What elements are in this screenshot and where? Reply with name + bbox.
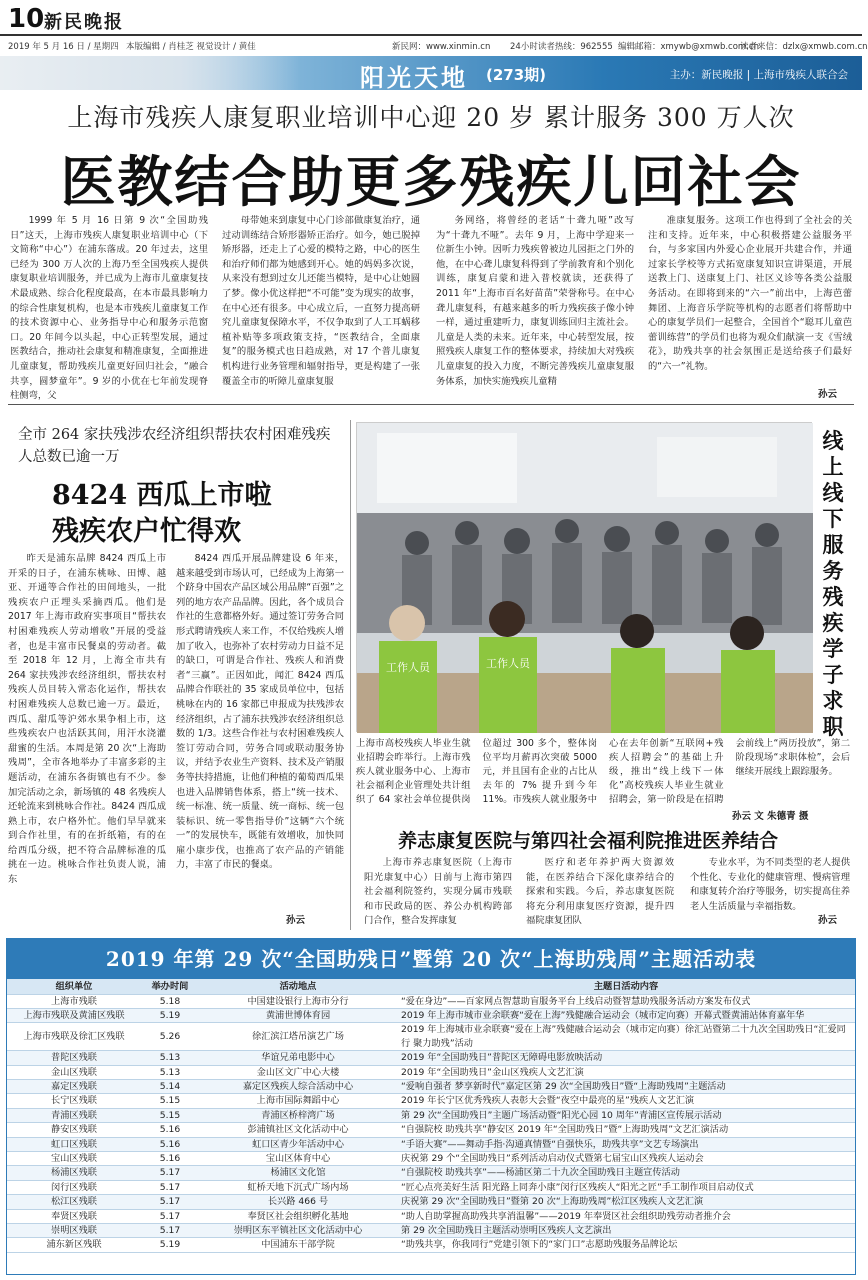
column-banner — [0, 56, 862, 90]
column-divider — [350, 420, 351, 930]
masthead — [0, 0, 862, 40]
row-venue: 长兴路 466 号 — [199, 1195, 397, 1209]
row-content: “助人自助掌握高助残共享消温馨”——2019 年奉贤区社会组织助残劳动者推介会 — [397, 1209, 855, 1223]
row-venue: 虹口区青少年活动中心 — [199, 1137, 397, 1151]
header-content: 主题日活动内容 — [397, 979, 855, 994]
watermelon-kicker: 全市 264 家扶残涉农经济组织帮扶农村困难残疾人总数已逾一万 — [18, 427, 331, 465]
table-row — [7, 994, 855, 1008]
row-content: “助残共享，你我同行”党建引领下的“家门口”志愿助残服务品牌论坛 — [397, 1238, 855, 1252]
table-header-row — [7, 979, 855, 994]
row-content: “自强院校 助残共享”静安区 2019 年“全国助残日”暨“上海助残周”文艺汇演活动 — [397, 1123, 855, 1137]
row-venue: 金山区文广中心大楼 — [199, 1065, 397, 1079]
row-content: 第 29 次“全国助残日”主题广场活动暨“阳光心园 10 周年”青浦区宣传展示活动 — [397, 1108, 855, 1122]
row-org: 金山区残联 — [7, 1065, 141, 1079]
row-org: 嘉定区残联 — [7, 1079, 141, 1093]
watermelon-headline — [52, 478, 352, 550]
job-fair-photo — [356, 422, 812, 732]
event-table-box — [6, 938, 856, 1275]
header-org: 组织单位 — [7, 979, 141, 994]
table-row — [7, 1180, 855, 1194]
eldercare-column-2: 医疗和老年养护两大资源效能，在医养结合下深化康养结合的探索和实践。今后，养志康复医院将充分利用康复医疗资源，提升四福院康复团队 — [526, 857, 674, 927]
row-venue: 中国建设银行上海市分行 — [199, 994, 397, 1008]
row-content: 2019 年“全国助残日”普陀区无障碍电影放映活动 — [397, 1051, 855, 1065]
row-content: “匠心点亮美好生活 阳光路上同奔小康”闵行区残疾人“阳光之匠”手工制作项目启动仪式 — [397, 1180, 855, 1194]
row-org: 长宁区残联 — [7, 1094, 141, 1108]
table-row — [7, 1008, 855, 1022]
row-date: 5.17 — [141, 1209, 199, 1223]
table-row — [7, 1094, 855, 1108]
row-org: 上海市残联及徐汇区残联 — [7, 1023, 141, 1051]
row-date: 5.13 — [141, 1065, 199, 1079]
watermelon-byline: 孙云 — [286, 915, 306, 926]
row-date: 5.16 — [141, 1151, 199, 1165]
editor-email: 编辑邮箱：xmywb@xmwb.com.cn — [618, 42, 759, 52]
row-date: 5.13 — [141, 1051, 199, 1065]
row-content: 第 29 次全国助残日主题活动崇明区残疾人文艺演出 — [397, 1224, 855, 1238]
row-content: 庆祝第 29 次“全国助残日”暨第 20 次“上海助残周”松江区残疾人文艺汇演 — [397, 1195, 855, 1209]
row-date: 5.19 — [141, 1008, 199, 1022]
photo-byline: 孙云 文 朱德青 摄 — [732, 811, 809, 822]
row-content: 2019 年上海城市业余联赛“爱在上海”残健融合运动会（城市定向赛）徐汇站暨第二十九次全国助残日“汇爱同行 聚力助残”活动 — [397, 1023, 855, 1051]
row-venue: 杨浦区文化馆 — [199, 1166, 397, 1180]
row-content: 2019 年上海市城市业余联赛“爱在上海”残健融合运动会（城市定向赛）开幕式暨黄浦站体育嘉年华 — [397, 1008, 855, 1022]
watermelon-headline-line-2: 残疾农户忙得欢 — [52, 516, 241, 547]
banner-hands-image — [0, 56, 300, 90]
row-content: “手语大赛”——舞动手指·沟通真情暨“自强快乐，助残共享”文艺专场演出 — [397, 1137, 855, 1151]
row-content: 2019 年长宁区优秀残疾人表彰大会暨“夜空中最亮的星”残疾人文艺汇演 — [397, 1094, 855, 1108]
row-venue: 奉贤区社会组织孵化基地 — [199, 1209, 397, 1223]
header-date: 举办时间 — [141, 979, 199, 994]
row-content: 2019 年“全国助残日”金山区残疾人文艺汇演 — [397, 1065, 855, 1079]
row-date: 5.18 — [141, 994, 199, 1008]
event-table — [7, 979, 855, 1253]
row-org: 松江区残联 — [7, 1195, 141, 1209]
lead-headline: 医教结合助更多残疾儿回社会 — [60, 150, 802, 214]
row-venue: 宝山区体育中心 — [199, 1151, 397, 1165]
hotline: 24小时读者热线：962555 — [510, 42, 613, 52]
staff-vest-label-1: 工作人员 — [386, 661, 430, 674]
row-date: 5.16 — [141, 1137, 199, 1151]
row-org: 浦东新区残联 — [7, 1238, 141, 1252]
row-org: 青浦区残联 — [7, 1108, 141, 1122]
row-org: 宝山区残联 — [7, 1151, 141, 1165]
row-date: 5.17 — [141, 1224, 199, 1238]
photo-caption: 上海市高校残疾人毕业生就业招聘会昨举行。上海市残疾人就业服务中心、上海市社会福利企业管理处共计组织了 64 家社会单位提供岗位超过 300 多个，整体岗位平均月薪再次突破 5000 元，并且国有企业的占比从去年的 7% 提升到今年 11%。市残疾人就业服务中心在去年创新“互联网+残疾人招聘会”的基础上升级，推出“线上线下一体化”高校残疾人毕业生就业招聘会，第一阶段是在招聘会前线上“两历投放”，第二阶段现场“求职体检”，会后继续开展线上跟踪服务。 — [356, 738, 850, 805]
table-row — [7, 1108, 855, 1122]
row-date: 5.16 — [141, 1123, 199, 1137]
table-row — [7, 1051, 855, 1065]
row-org: 普陀区残联 — [7, 1051, 141, 1065]
row-org: 上海市残联及黄浦区残联 — [7, 1008, 141, 1022]
lead-column-4: 准康复服务。这项工作也得到了全社会的关注和支持。近年来，中心积极搭建公益服务平台，与多家国内外爱心企业展开共建合作，并通过家长学校等方式拓宽康复知识宣讲渠道，开展送教上门、送康复上门、社区义诊等各类公益服务活动。在即将到来的“六一”前出中，上海芭蕾舞团、上海音乐学院等机构的志愿者们将帮助中心的康复学员们一起整合，全国首个“聪耳儿童芭蕾训练营”的学员们也将为观众们献演一支《雪绒花》，助残共享的社会氛围正是送给孩子们最好的“六一”礼物。 — [648, 215, 852, 372]
row-org: 奉贤区残联 — [7, 1209, 141, 1223]
row-content: “爱在身边”——百家网点智慧助盲服务平台上线启动暨智慧助残服务活动方案发布仪式 — [397, 994, 855, 1008]
date-line: 2019 年 5 月 16 日 / 星期四 — [8, 42, 119, 52]
table-row — [7, 1166, 855, 1180]
table-row — [7, 1224, 855, 1238]
row-date: 5.19 — [141, 1238, 199, 1252]
row-venue: 嘉定区残疾人综合活动中心 — [199, 1079, 397, 1093]
row-date: 5.15 — [141, 1094, 199, 1108]
lead-kicker: 上海市残疾人康复职业培训中心迎 20 岁 累计服务 300 万人次 — [67, 103, 795, 132]
job-fair-photo-illustration — [357, 423, 813, 733]
info-line — [8, 40, 868, 54]
row-date: 5.17 — [141, 1195, 199, 1209]
table-row — [7, 1238, 855, 1252]
row-org: 虹口区残联 — [7, 1137, 141, 1151]
lead-column-1: 1999 年 5 月 16 日第 9 次“全国助残日”这天，上海市残疾人康复职业培训中心（下文简称“中心”）在浦东落成。20 年过去，这里已经为 300 万人次的上海乃至全国残疾人提供康复职业培训服务，并已成为上海市儿童康复技术最成熟、综合化程度最高，在本市最具影响力的综合性康复机构，也是本市残疾儿童康复工作的技术资源中心、业务指导中心和服务示范窗口。20 年间今以头起，中心正转型发展，通过医教结合，推动社会康复和精准康复，全面推进儿童康复，帮助残疾儿童更好回归社会，“融合共享，圆梦童年”。9 岁的小优在七年前发现脊柱侧弯，父 — [10, 215, 208, 402]
watermelon-headline-line-1: 8424 西瓜上市啦 — [52, 480, 272, 511]
row-date: 5.26 — [141, 1023, 199, 1051]
row-org: 闵行区残联 — [7, 1180, 141, 1194]
website: 新民网：www.xinmin.cn — [392, 42, 491, 52]
editors-line: 本版编辑 / 肖桂芝 视觉设计 / 黄佳 — [126, 42, 256, 52]
photo-vertical-title: 线上线下服务残疾学子求职 — [822, 429, 844, 739]
table-row — [7, 1065, 855, 1079]
row-content: “自强院校 助残共享”——杨浦区第二十九次全国助残日主题宣传活动 — [397, 1166, 855, 1180]
eldercare-column-1: 上海市养志康复医院（上海市阳光康复中心）日前与上海市第四社会福利院签约，实现分属市残联和市民政局的医、养公办机构跨部门合作，整合发挥康复 — [364, 857, 512, 927]
watermelon-column-2: 8424 西瓜开展品牌建设 6 年来，越来越受到市场认可，已经成为上海第一个跻身中国农产品区域公用品牌“百强”之列的地方农产品品牌。因此，各个成员合作社的生意都格外好。通过签订劳务合同形式聘请残疾人来工作，不仅给残疾人增加了收入，也弥补了农村劳动力日益不足的缺口，可谓是合作社、残疾人和消费者“三赢”。正因如此，闻汇 8424 西瓜品牌合作联社的 35 家成员单位中，包括桃咏在内的 16 家都已申报成为扶残涉农经济组织，占了浦东扶残涉农经济组织总数的 1/3。这些合作社与农村困难残疾人签订劳动合同，劳务合同或联动服务协议，并结予农业生产资料、技术及产销服务等扶持措施，让他们种植的葡萄西瓜果也进入品牌销售体系，搭上“统一技术、统一标准、统一质量、统一商标、统一包装标识、统一零售指导价”这辆“六个统一”的发展快车，既能有效增收，加快同雇小康步伐，也推高了农产品的产销能力，丰富了市民的餐桌。 — [176, 553, 344, 871]
table-row — [7, 1123, 855, 1137]
eldercare-column-3: 专业水平，为不同类型的老人提供个性化、专业化的健康管理、慢病管理和康复转介治疗等服务，切实提高住养老人生活质量与幸福指数。 — [690, 857, 850, 912]
eldercare-headline: 养志康复医院与第四社会福利院推进医养结合 — [398, 830, 779, 852]
row-content: 庆祝第 29 个“全国助残日”系列活动启动仪式暨第七届宝山区残疾人运动会 — [397, 1151, 855, 1165]
lead-byline: 孙云 — [818, 389, 838, 400]
staff-vest-label-2: 工作人员 — [486, 657, 530, 670]
row-venue: 黄浦世博体育园 — [199, 1008, 397, 1022]
row-date: 5.17 — [141, 1166, 199, 1180]
column-host: 主办：新民晚报 | 上海市残疾人联合会 — [669, 69, 848, 81]
page-number: 10 — [8, 4, 45, 34]
row-org: 杨浦区残联 — [7, 1166, 141, 1180]
header-venue: 活动地点 — [199, 979, 397, 994]
row-venue: 华谊兄弟电影中心 — [199, 1051, 397, 1065]
row-venue: 虹桥天地下沉式广场内场 — [199, 1180, 397, 1194]
column-name: 阳光天地 — [360, 63, 468, 92]
row-venue: 崇明区东平镇社区文化活动中心 — [199, 1224, 397, 1238]
row-content: “爱响自强者 梦享新时代”嘉定区第 29 次“全国助残日”暨“上海助残周”主题活动 — [397, 1079, 855, 1093]
table-row — [7, 1195, 855, 1209]
paper-name: 新民晚报 — [44, 12, 124, 33]
row-org: 静安区残联 — [7, 1123, 141, 1137]
row-date: 5.17 — [141, 1180, 199, 1194]
row-venue: 中国浦东干部学院 — [199, 1238, 397, 1252]
event-table-title: 2019 年第 29 次“全国助残日”暨第 20 次“上海助残周”主题活动表 — [7, 939, 855, 979]
table-row — [7, 1209, 855, 1223]
row-org: 上海市残联 — [7, 994, 141, 1008]
table-row — [7, 1079, 855, 1093]
watermelon-column-1: 昨天是浦东品牌 8424 西瓜上市开采的日子，在浦东桃咏、田博、越亚、开通等合作社的田间地头，一批残疾农户正埋头采摘西瓜。他们是 2017 年上海市政府实事项目“帮扶农村困难残疾人劳动增收”开展的受益者，也是丰富市民餐桌的劳动者。截至 2018 年 12 月，上海全市共有 264 家扶残涉农经济组织，帮扶农村残疾人员目转入常态化运作，帮扶农村困难残疾人总数已逾一万。最近，西瓜、甜瓜等沪郊水果争相上市，这些残疾农户也活跃其间，用汗水浇灌甜蜜的生活。本周是第 20 次“上海助残周”，全市各地举办了丰富多彩的主题活动，在浦东各街镇也有不少。参加完活动之余，新场镇的 48 名残疾人还轮流来到桃咏合作社。8424 西瓜成熟上市，农户格外忙。他们早早就来到合作社里，有的在折纸箱，有的在给西瓜分级，把不符合品牌标准的瓜挑在一边。桃咏合作社负责人说，浦东 — [8, 553, 166, 886]
table-row — [7, 1137, 855, 1151]
row-org: 崇明区残联 — [7, 1224, 141, 1238]
reader-email: 读者来信：dzlx@xmwb.com.cn — [740, 42, 868, 52]
row-venue: 徐汇滨江塔吊演艺广场 — [199, 1023, 397, 1051]
table-row — [7, 1023, 855, 1051]
section-rule — [8, 404, 854, 405]
column-issue: (273期) — [486, 66, 547, 84]
lead-column-3: 务网络，将曾经的老话“十聋九哑”改写为“十聋九不哑”。去年 9 月，上海中学迎来一位新生小钟。因听力残疾曾被边儿园拒之门外的他，在中心聋儿康复科得到了学前教育和个别化训练，康复启蒙和进入普校就读，还获得了 2011 年“上海市百名好苗苗”荣誉称号。在中心聋儿康复科，有越来越多的听力残疾孩子像小钟一样，通过重建听力，康复训练回归主流社会。儿童是人类的未来。近年来，中心转型发展，按照残疾人康复工作的整体要求，持续加大对残疾儿童康复的投入力度，不断完善残疾儿童康复服务体系，加快实施残疾儿童精 — [436, 215, 634, 387]
row-venue: 青浦区桥梓湾广场 — [199, 1108, 397, 1122]
row-venue: 彭浦镇社区文化活动中心 — [199, 1123, 397, 1137]
row-date: 5.15 — [141, 1108, 199, 1122]
masthead-rule — [0, 34, 862, 36]
row-venue: 上海市国际舞蹈中心 — [199, 1094, 397, 1108]
row-date: 5.14 — [141, 1079, 199, 1093]
lead-column-2: 母带她来到康复中心门诊部做康复治疗，通过动训练结合矫形器矫正治疗。如今，她已脱掉矫形器，还走上了心爱的模特之路，中心的医生和治疗师们都为她感到开心。她的妈妈多次说，从来没有想到过女儿还能当模特，是中心让她圆了梦。像小优这样把“不可能”变为现实的故事，在中心还有很多。中心成立后，一直努力提高研究儿童康复保障水平，不仅争取到了人工耳蜗移植补贴等多项政策支持，“医教结合，全面康复”的服务模式也日趋成熟，对 17 个普儿康复机构进行业务管理和辐射指导，更是构建了一张覆盖全市的听障儿童康复服 — [222, 215, 420, 387]
eldercare-byline: 孙云 — [818, 915, 838, 926]
table-row — [7, 1151, 855, 1165]
